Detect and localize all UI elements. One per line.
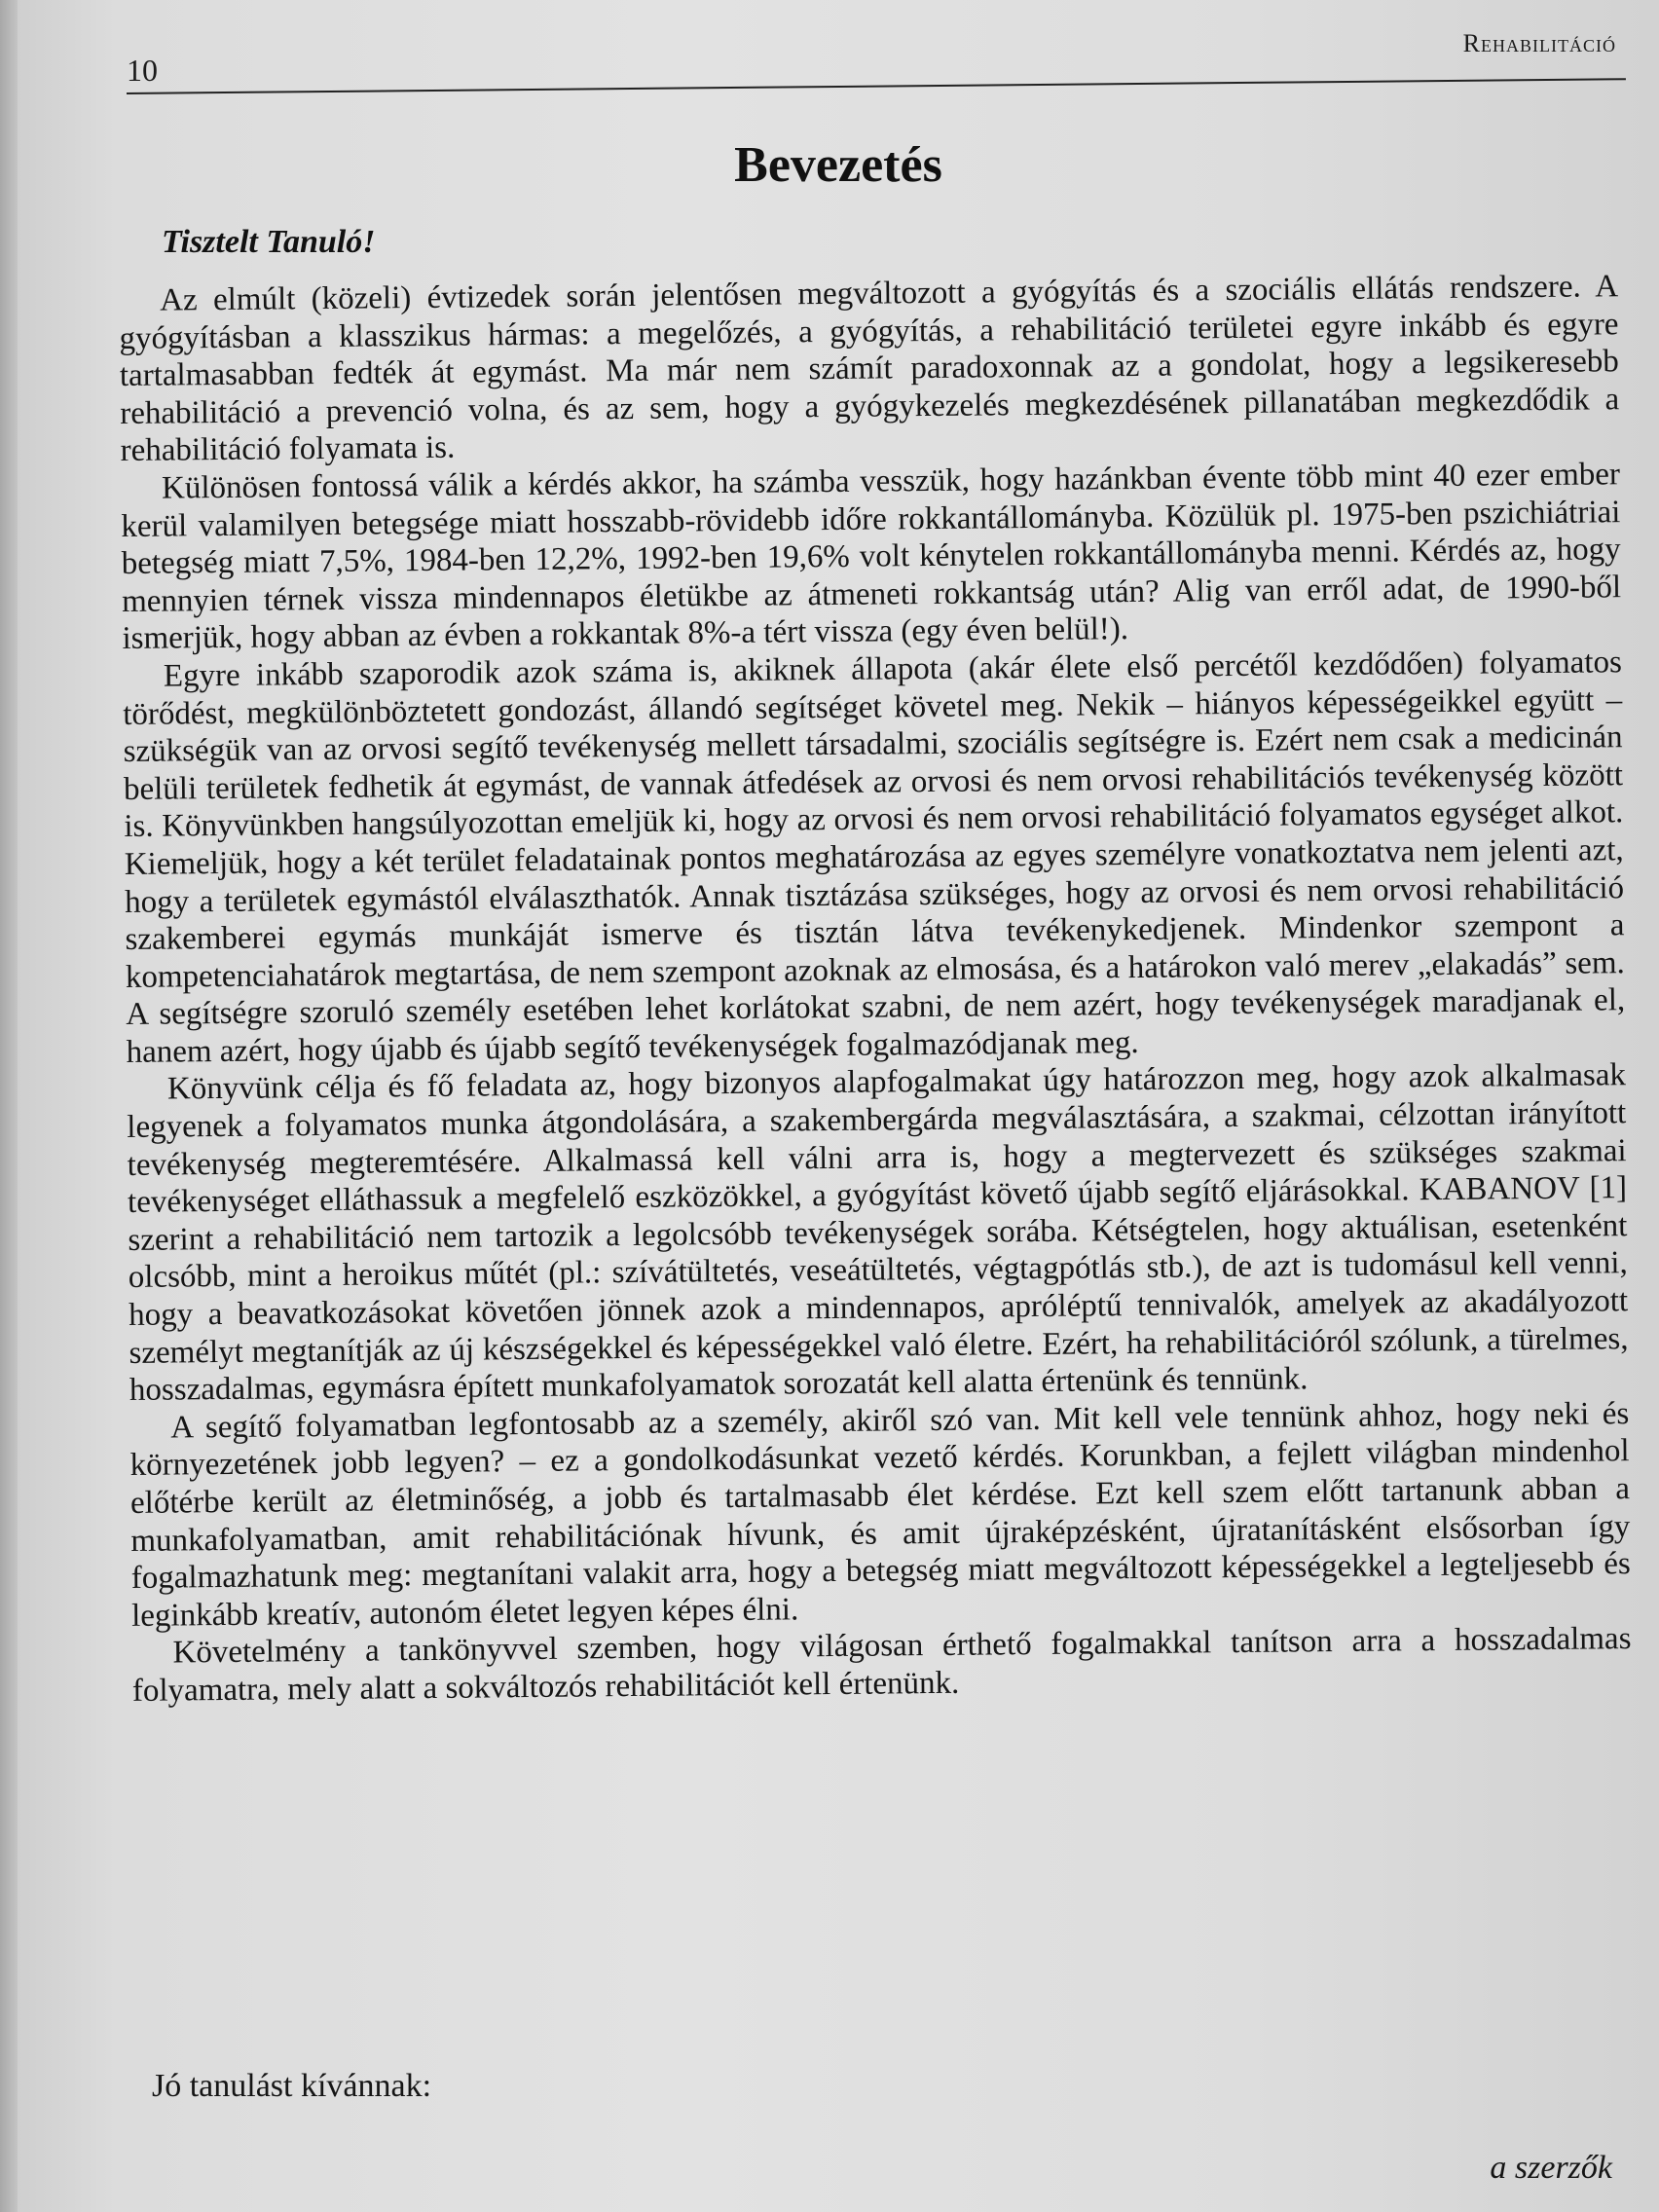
closing-line: Jó tanulást kívánnak: <box>152 2068 432 2104</box>
page-edge <box>0 0 18 2212</box>
signature: a szerzők <box>1490 2150 1612 2186</box>
header-rule <box>127 78 1626 94</box>
paragraph-2: Különösen fontossá válik a kérdés akkor, ha számba vesszük, hogy hazánkban évente több mint 40 ezer ember kerül valamilyen betegsége miatt hosszabb-rövidebb időre rokkantállományba. Közülük pl. 1975-ben pszichiátriai betegség miatt 7,5%, 1984-ben 12,2%, 1992-ben 19,6% volt kénytelen rokkantállományba menni. Kérdés az, hogy mennyien térnek vissza mindennapos életükbe az átmeneti rokkantság után? Alig van erről adat, de 1990-ből ismerjük, hogy abban az évben a rokkantak 8%-a tért vissza (egy éven belül!). <box>121 457 1622 657</box>
page-number: 10 <box>127 53 158 88</box>
paragraph-3: Egyre inkább szaporodik azok száma is, akiknek állapota (akár élete első percétől kezdődően) folyamatos törődést, megkülönböztetett gondozást, állandó segítséget követel meg. Nekik – hiányos képességeikkel együtt – szükségük van az orvosi segítő tevékenység mellett társadalmi, szociális segítségre is. Ezért nem csak a medicinán belüli területek fedhetik át egymást, de vannak átfedések az orvosi és nem orvosi rehabilitációs tevékenység között is. Könyvünkben hangsúlyozottan emeljük ki, hogy az orvosi és nem orvosi rehabilitáció folyamatos egységet alkot. Kiemeljük, hogy a két terület feladatainak pontos meghatározása az egyes személyre vonatkoztatva nem jelenti azt, hogy a területek egymástól elválaszthatók. Annak tisztázása szükséges, hogy az orvosi és nem orvosi rehabilitáció szakemberei egymás munkáját ismerve és tisztán látva tevékenykedjenek. Mindenkor szempont a kompetenciahatárok megtartása, de nem szempont azoknak az elmosása, és a határokon való merev „elakadás” sem. A segítségre szoruló személy esetében lehet korlátokat szabni, de nem azért, hogy tevékenységek maradjanak el, hanem azért, hogy újabb és újabb segítő tevékenységek fogalmazódjanak meg. <box>123 645 1626 1070</box>
running-head: Rehabilitáció <box>1462 29 1616 57</box>
paragraph-6: Követelmény a tankönyvvel szemben, hogy világosan érthető fogalmakkal tanítson arra a hosszadalmas folyamatra, mely alatt a sokváltozós rehabilitációt kell értenünk. <box>131 1621 1632 1709</box>
paragraph-1: Az elmúlt (közeli) évtizedek során jelentősen megváltozott a gyógyítás és a szociális ellátás rendszere. A gyógyításban a klasszikus hármas: a megelőzés, a gyógyítás, a rehabilitáció területei egyre inkább és egyre tartalmasabban fedték át egymást. Ma már nem számít paradoxonnak az a gondolat, hogy a legsikeresebb rehabilitáció a prevenció volna, és az sem, hogy a gyógykezelés megkezdésének pillanatában megkezdődik a rehabilitáció folyamata is. <box>119 269 1620 469</box>
chapter-title: Bevezetés <box>734 137 942 193</box>
paragraph-4: Könyvünk célja és fő feladata az, hogy bizonyos alapfogalmakat úgy határozzon meg, hogy azok alkalmasak legyenek a folyamatos munka átgondolására, a szakembergárda megválasztására, a szakmai, célzottan irányított tevékenység megteremtésére. Alkalmassá kell válni arra is, hogy a megtervezett és szükséges szakmai tevékenységet elláthassuk a megfelelő eszközökkel, a gyógyítást követő újabb segítő eljárásokkal. KABANOV [1] szerint a rehabilitáció nem tartozik a legolcsóbb tevékenységek sorába. Kétségtelen, hogy aktuálisan, esetenként olcsóbb, mint a heroikus műtét (pl.: szívátültetés, veseátültetés, végtagpótlás stb.), de azt is tudomásul kell venni, hogy a beavatkozásokat követően jönnek azok a mindennapos, apróléptű tennivalók, amelyek az akadályozott személyt megtanítják az új készségekkel és képességekkel való életre. Ezért, ha rehabilitációról szólunk, a türelmes, hosszadalmas, egymásra épített munkafolyamatok sorozatát kell alatta értenünk és tennünk. <box>127 1057 1629 1409</box>
salutation: Tisztelt Tanuló! <box>162 224 376 260</box>
paragraph-5: A segítő folyamatban legfontosabb az a személy, akiről szó van. Mit kell vele tennünk ahhoz, hogy neki és környezetének jobb legyen? – ez a gondolkodásunkat vezető kérdés. Korunkban, a fejlett világban mindenhol előtérbe került az életminőség, a jobb és tartalmasabb élet kérdése. Ezt kell szem előtt tartanunk abban a munkafolyamatban, amit rehabilitációnak hívunk, és amit újraképzésként, újratanításként elsősorban így fogalmazhatunk meg: megtanítani valakit arra, hogy a betegség miatt megváltozott képességekkel a legteljesebb és leginkább kreatív, autonóm életet legyen képes élni. <box>129 1395 1631 1634</box>
body-text <box>119 268 1632 1710</box>
book-page <box>18 0 1659 2212</box>
